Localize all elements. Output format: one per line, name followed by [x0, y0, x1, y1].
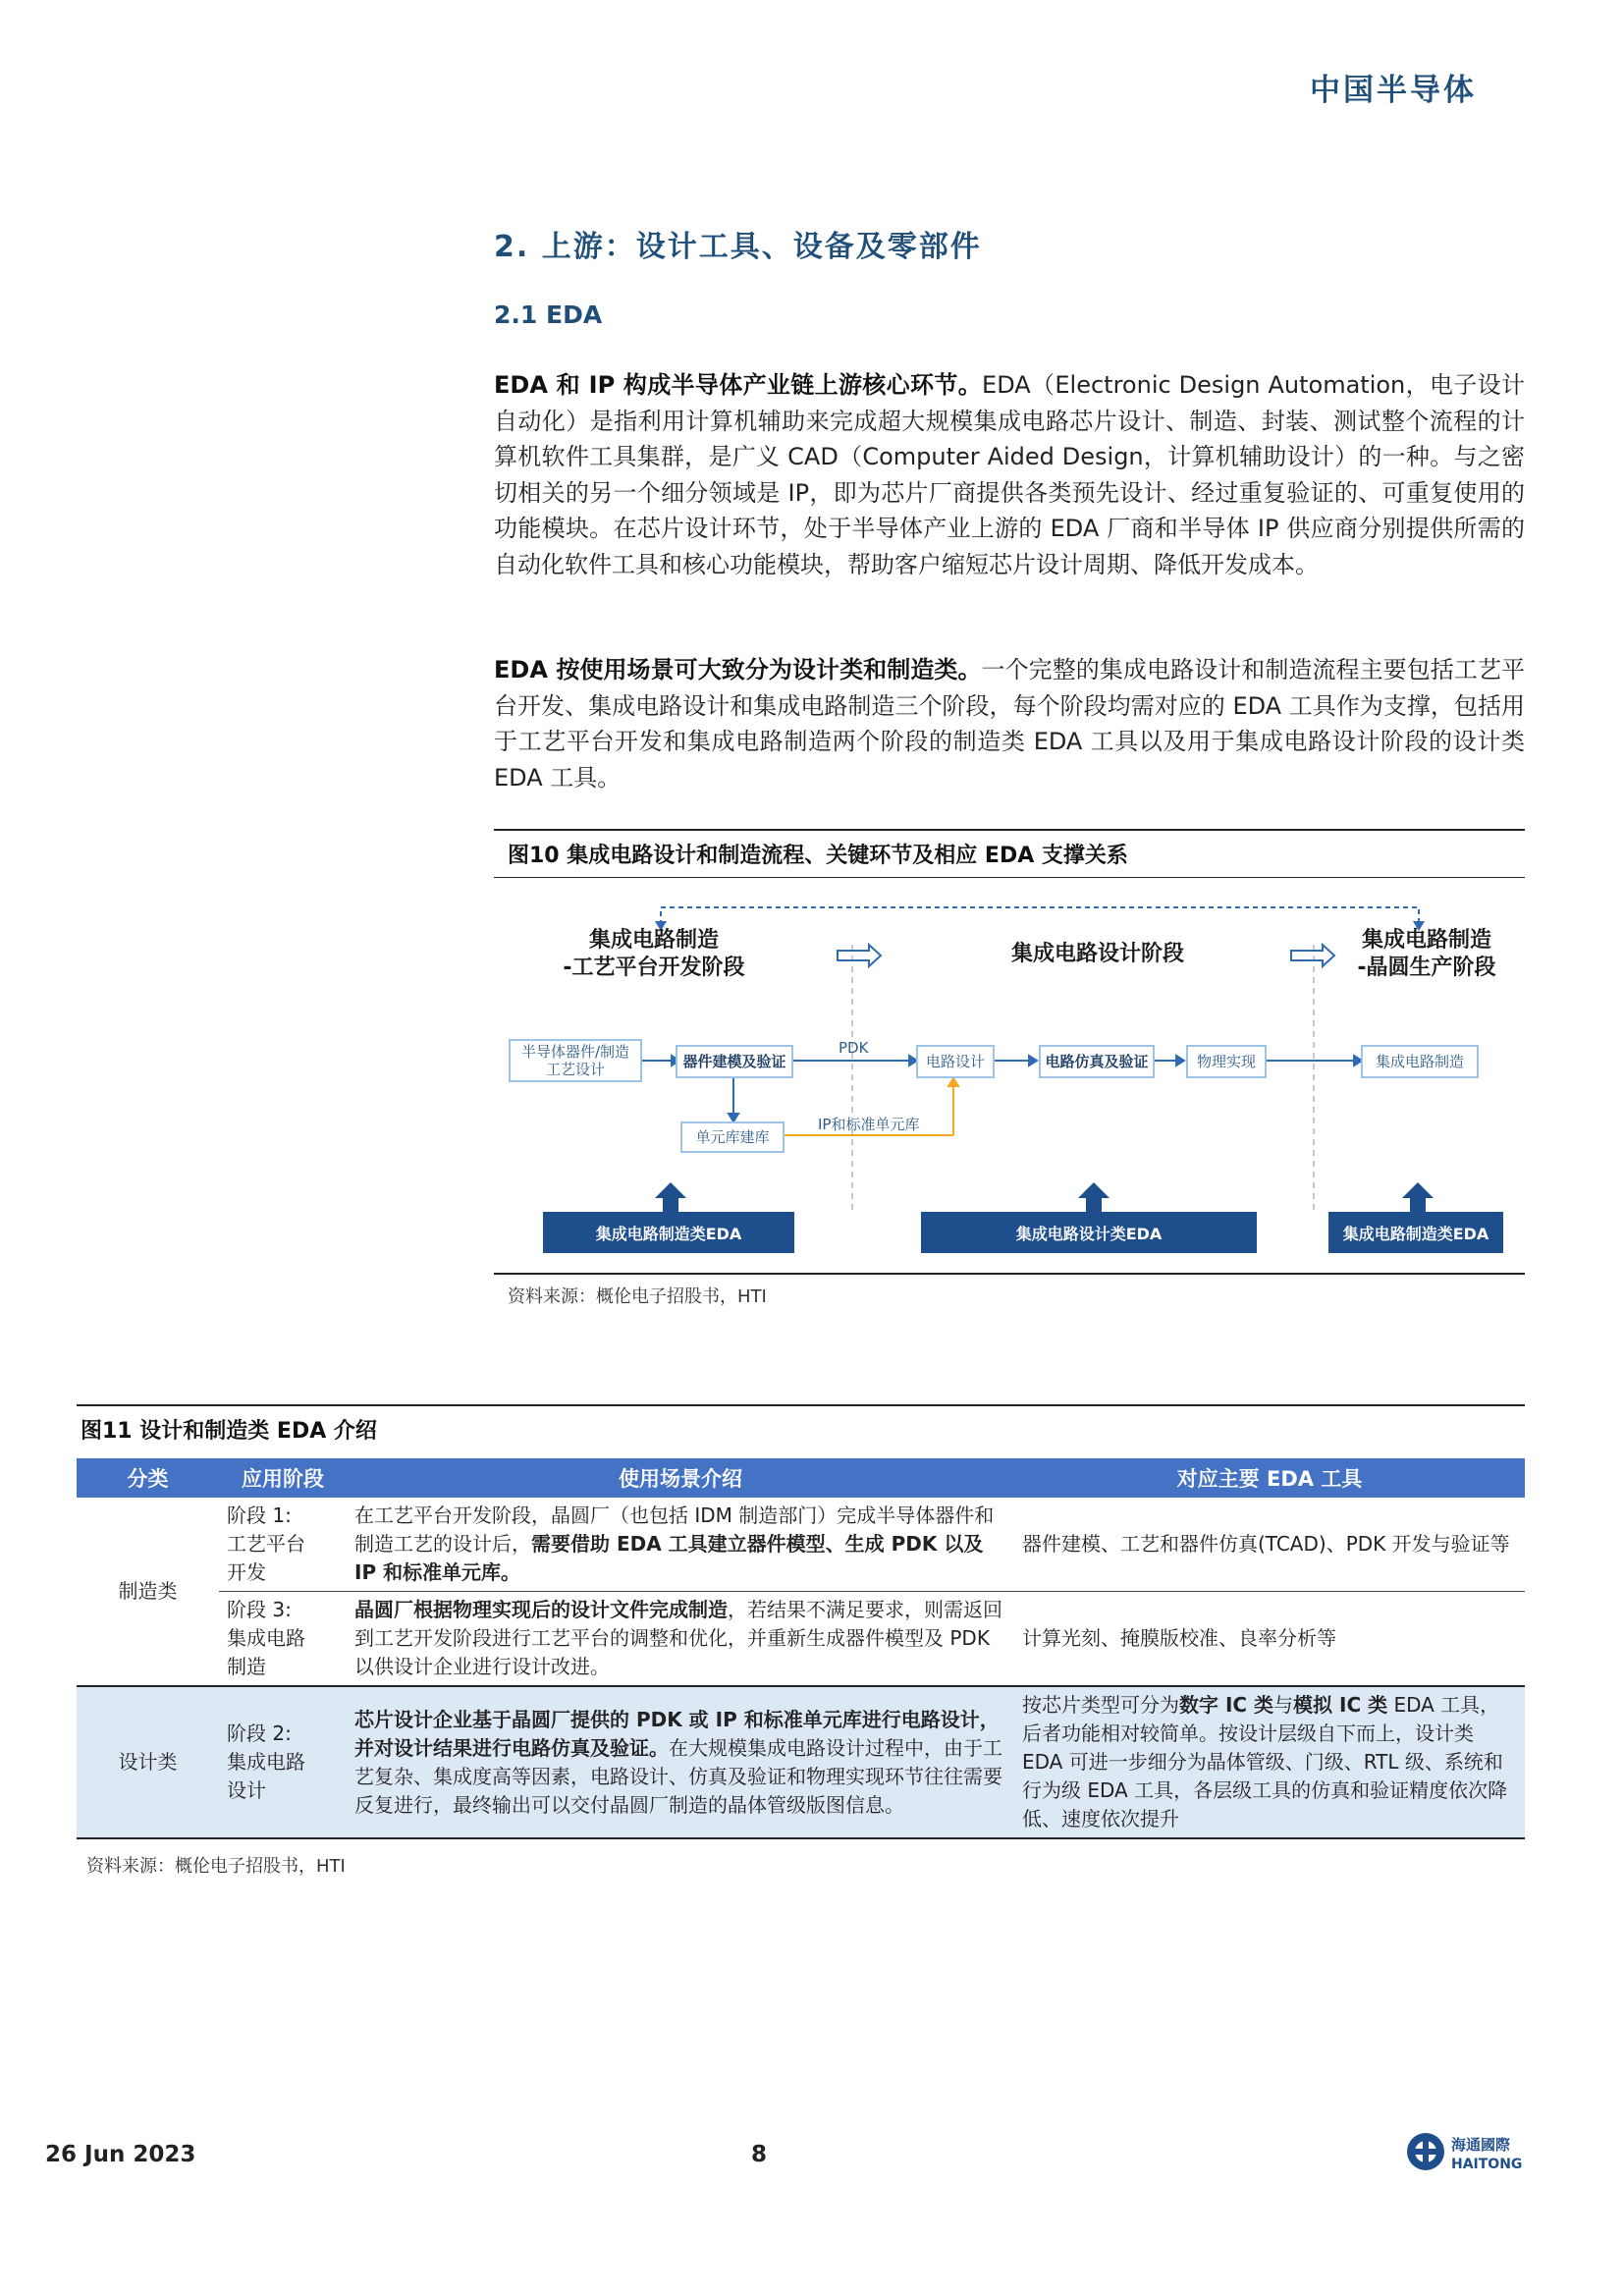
- scene-cell: 芯片设计企业基于晶圆厂提供的 PDK 或 IP 和标准单元库进行电路设计，并对设计结果进行电路仿真及验证。在大规模集成电路设计过程中，由于工艺复杂、集成度高等因素，电路设计、仿真及验证和物理实现环节往往需要反复进行，最终输出可以交付晶圆厂制造的晶体管级版图信息。: [347, 1686, 1014, 1838]
- logo-text: 海通國際: [1451, 2136, 1511, 2154]
- tools-cell: 器件建模、工艺和器件仿真(TCAD)、PDK 开发与验证等: [1014, 1498, 1525, 1592]
- stage-label-wafer-production: 集成电路制造 -晶圆生产阶段: [1357, 928, 1496, 980]
- report-header-title: 中国半导体: [1310, 73, 1477, 108]
- figure-10-source: 资料来源：概伦电子招股书，HTI: [508, 1286, 767, 1307]
- stage-label-process-dev: 集成电路制造 -工艺平台开发阶段: [563, 928, 745, 980]
- flow-label-pdk: PDK: [839, 1039, 869, 1057]
- category-cell-design: 设计类: [77, 1686, 219, 1838]
- subsection-heading: 2.1 EDA: [494, 301, 603, 329]
- table-header-row: [77, 1458, 1525, 1498]
- box-device-modeling: 器件建模及验证: [676, 1045, 793, 1078]
- tool-bar-mfg-eda-left: 集成电路制造类EDA: [543, 1212, 794, 1253]
- paragraph-eda-ip: [494, 367, 1525, 582]
- figure-11-source: 资料来源：概伦电子招股书，HTI: [86, 1856, 346, 1877]
- box-cell-library: 单元库建库: [680, 1121, 785, 1153]
- figure-10-title-bar: [494, 829, 1525, 878]
- paragraph-eda-categories: [494, 652, 1525, 795]
- haitong-logo: [1406, 2129, 1528, 2174]
- table-header-cell: 对应主要 EDA 工具: [1014, 1458, 1525, 1498]
- scene-cell: 晶圆厂根据物理实现后的设计文件完成制造，若结果不满足要求，则需返回到工艺开发阶段进行工艺平台的调整和优化，并重新生成器件模型及 PDK 以供设计企业进行设计改进。: [347, 1592, 1014, 1687]
- tool-bar-design-eda: 集成电路设计类EDA: [921, 1212, 1257, 1253]
- logo-subtext: HAITONG: [1451, 2157, 1523, 2172]
- box-circuit-simulation: 电路仿真及验证: [1039, 1045, 1155, 1078]
- figure-10-bottom-rule: [494, 1273, 1525, 1275]
- figure-10-title: 图10 集成电路设计和制造流程、关键环节及相应 EDA 支撑关系: [508, 844, 1128, 868]
- stage-label-ic-design: 集成电路设计阶段: [1010, 942, 1184, 966]
- footer-date: 26 Jun 2023: [45, 2142, 196, 2167]
- footer-page-number: 8: [751, 2142, 768, 2167]
- flow-label-ip-library: IP和标准单元库: [818, 1116, 920, 1133]
- table-row: [77, 1592, 1525, 1687]
- table-header-cell: 分类: [77, 1458, 219, 1498]
- stage-cell: 阶段 1: 工艺平台 开发: [219, 1498, 347, 1592]
- table-header-cell: 应用阶段: [219, 1458, 347, 1498]
- table-row: [77, 1686, 1525, 1838]
- paragraph-body: EDA（Electronic Design Automation，电子设计自动化）是指利用计算机辅助来完成超大规模集成电路芯片设计、制造、封装、测试整个流程的计算机软件工具集群，是广义 CAD（Computer Aided Design，计算机辅助设计）的一种。与之密切相关的另一个细分领域是 IP，即为芯片厂商提供各类预先设计、经过重复验证的、可重复使用的功能模块。在芯片设计环节，处于半导体产业上游的 EDA 厂商和半导体 IP 供应商分别提供所需的自动化软件工具和核心功能模块，帮助客户缩短芯片设计周期、降低开发成本。: [494, 371, 1525, 578]
- tools-cell: 按芯片类型可分为数字 IC 类与模拟 IC 类 EDA 工具，后者功能相对较简单。按设计层级自下而上，设计类 EDA 可进一步细分为晶体管级、门级、RTL 级、系统和行为级 EDA 工具，各层级工具的仿真和验证精度依次降低、速度依次提升: [1014, 1686, 1525, 1838]
- box-ic-manufacturing: 集成电路制造: [1361, 1045, 1479, 1078]
- stage-cell: 阶段 2: 集成电路 设计: [219, 1686, 347, 1838]
- figure-11-title-bar: [77, 1404, 1525, 1452]
- scene-cell: 在工艺平台开发阶段，晶圆厂（也包括 IDM 制造部门）完成半导体器件和制造工艺的设计后，需要借助 EDA 工具建立器件模型、生成 PDK 以及 IP 和标准单元库。: [347, 1498, 1014, 1592]
- category-cell-mfg: 制造类: [77, 1498, 219, 1686]
- stage-cell: 阶段 3: 集成电路 制造: [219, 1592, 347, 1687]
- box-semi-device-process: 半导体器件/制造 工艺设计: [509, 1039, 642, 1082]
- box-circuit-design: 电路设计: [916, 1045, 995, 1078]
- box-physical-implementation: 物理实现: [1186, 1045, 1267, 1078]
- figure-10-diagram: [494, 886, 1525, 1269]
- paragraph-lead: EDA 和 IP 构成半导体产业链上游核心环节。: [494, 371, 983, 399]
- table-row: [77, 1498, 1525, 1592]
- tool-bar-mfg-eda-right: 集成电路制造类EDA: [1328, 1212, 1503, 1253]
- table-header-cell: 使用场景介绍: [347, 1458, 1014, 1498]
- paragraph-body: 一个完整的集成电路设计和制造流程主要包括工艺平台开发、集成电路设计和集成电路制造三个阶段，每个阶段均需对应的 EDA 工具作为支撑，包括用于工艺平台开发和集成电路制造两个阶段的制造类 EDA 工具以及用于集成电路设计阶段的设计类 EDA 工具。: [494, 656, 1526, 792]
- haitong-logo-icon: [1406, 2129, 1528, 2174]
- figure-11-title: 图11 设计和制造类 EDA 介绍: [81, 1419, 377, 1444]
- paragraph-lead: EDA 按使用场景可大致分为设计类和制造类。: [494, 656, 982, 683]
- eda-category-table: [77, 1458, 1525, 1839]
- section-heading: 2. 上游：设计工具、设备及零部件: [494, 230, 982, 264]
- tools-cell: 计算光刻、掩膜版校准、良率分析等: [1014, 1592, 1525, 1687]
